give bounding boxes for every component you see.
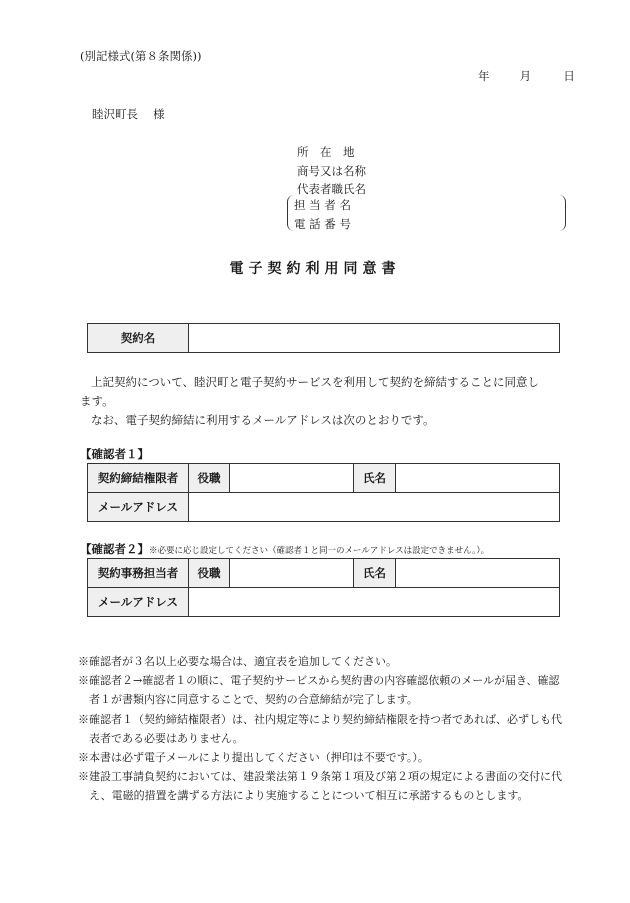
confirmer-1-name-field[interactable] [396, 464, 560, 493]
confirmer-1-name-label: 氏名 [354, 464, 396, 493]
confirmer-2-heading-label: 【確認者２】 [80, 542, 149, 556]
date-month-label: 月 [519, 69, 532, 83]
confirmer-2-name-label: 氏名 [354, 559, 396, 588]
confirmer-1-email-label: メールアドレス [88, 493, 189, 522]
note-item: ※確認者１（契約締結権限者）は、社内規定等により契約締結権限を持つ者であれば、必ずしも代表者である必要はありません。 [78, 712, 562, 745]
contact-bracket-right [559, 195, 566, 231]
document-title: 電子契約利用同意書 [229, 261, 401, 277]
contract-name-table [87, 323, 560, 353]
confirmer-1-position-field[interactable] [230, 464, 354, 493]
note-item: ※本書は必ず電子メールにより提出してください（押印は不要です。）。 [78, 751, 429, 765]
consent-line-3: なお、電子契約締結に利用するメールアドレスは次のとおりです。 [91, 413, 435, 427]
confirmer-1-table [87, 463, 560, 522]
confirmer-2-position-field[interactable] [230, 559, 354, 588]
form-reference: (別記様式(第８条関係)) [80, 49, 202, 63]
date-day-label: 日 [563, 69, 575, 83]
note-item: ※確認者２→確認者１の順に、電子契約サービスから契約書の内容確認依頼のメールが届き、確認者１が書類内容に同意することで、契約の合意締結が完了します。 [78, 674, 560, 707]
confirmer-1-heading: 【確認者１】 [80, 447, 149, 461]
phone-number-label: 電 話 番 号 [294, 217, 351, 231]
confirmer-2-email-label: メールアドレス [88, 588, 189, 617]
address-label: 所 在 地 [297, 145, 355, 159]
contract-name-label: 契約名 [88, 324, 189, 353]
confirmer-1-role-label: 契約締結権限者 [88, 464, 189, 493]
addressee: 睦沢町長 様 [92, 107, 165, 121]
consent-statement [80, 373, 570, 430]
confirmer-1-email-field[interactable] [189, 493, 560, 522]
note-item: ※建設工事請負契約においては、建設業法第１９条第１項及び第２項の規定による書面の交付に代え、電磁的措置を講ずる方法により実施することについて相互に承諾するものとします。 [78, 770, 562, 803]
contact-person-label: 担 当 者 名 [294, 198, 351, 212]
company-name-label: 商号又は名称 [297, 164, 366, 178]
date-line [478, 68, 575, 84]
confirmer-2-position-label: 役職 [189, 559, 230, 588]
confirmer-2-name-field[interactable] [396, 559, 560, 588]
notes-list [78, 652, 568, 806]
contract-name-field[interactable] [189, 324, 560, 353]
confirmer-2-table [87, 558, 560, 617]
contact-bracket-left [287, 195, 294, 231]
confirmer-1-position-label: 役職 [189, 464, 230, 493]
note-item: ※確認者が３名以上必要な場合は、適宜表を追加してください。 [78, 655, 397, 668]
confirmer-2-role-label: 契約事務担当者 [88, 559, 189, 588]
consent-line-2: ます。 [80, 394, 114, 408]
consent-line-1: 上記契約について、睦沢町と電子契約サービスを利用して契約を締結することに同意し [91, 375, 540, 389]
representative-label: 代表者職氏名 [297, 182, 366, 196]
confirmer-2-email-field[interactable] [189, 588, 560, 617]
confirmer-2-heading-note: ※必要に応じ設定してください（確認者１と同一のメールアドレスは設定できません。）。 [149, 546, 490, 556]
confirmer-2-heading [80, 541, 489, 557]
date-year-label: 年 [478, 69, 490, 83]
